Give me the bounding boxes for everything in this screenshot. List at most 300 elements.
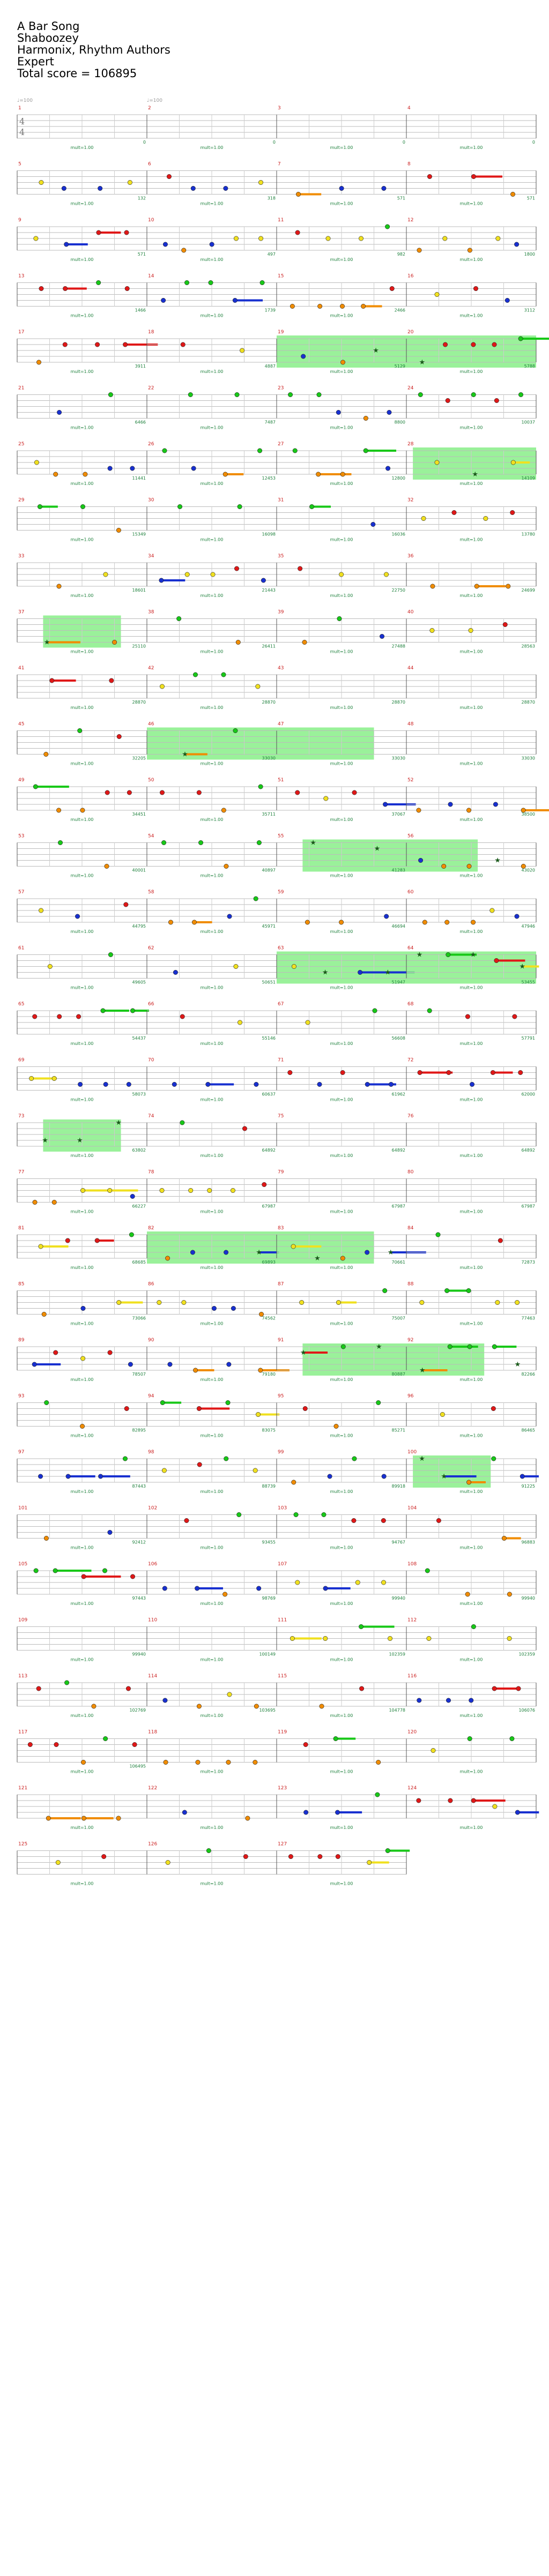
note-gem <box>389 1082 393 1086</box>
measure-number: 95 <box>278 1393 284 1399</box>
multiplier-label: mult=1.00 <box>200 1769 224 1774</box>
measure-7 <box>277 162 406 206</box>
measure-71 <box>277 1058 406 1102</box>
measure-score: 497 <box>267 252 276 257</box>
measure-27 <box>277 442 406 486</box>
note-gem <box>32 1362 36 1367</box>
measure-number: 112 <box>407 1617 417 1623</box>
note-gem <box>382 186 386 190</box>
star-note: ★ <box>376 1343 382 1351</box>
note-gem <box>336 1300 340 1304</box>
note-gem <box>317 392 321 397</box>
measure-38 <box>147 610 277 654</box>
multiplier-label: mult=1.00 <box>200 1657 224 1662</box>
note-gem <box>36 360 41 364</box>
note-gem <box>237 1512 241 1517</box>
measure-36 <box>406 554 536 598</box>
note-gem <box>33 1014 37 1019</box>
measure-number: 90 <box>148 1338 154 1343</box>
note-gem <box>511 460 515 465</box>
measure-score: 70661 <box>391 1260 405 1265</box>
measure-score: 64892 <box>521 1148 535 1153</box>
note-gem <box>234 236 238 241</box>
note-gem <box>420 1300 424 1304</box>
note-gem <box>189 1188 193 1192</box>
measure-11 <box>277 218 406 262</box>
measure-score: 46694 <box>391 924 405 929</box>
measure-number: 126 <box>148 1841 158 1847</box>
measure-number: 19 <box>278 330 284 335</box>
measure-score: 28870 <box>262 700 276 705</box>
measure-score: 22750 <box>391 588 405 593</box>
measure-score: 318 <box>267 196 276 201</box>
measure-33 <box>17 554 147 598</box>
measure-81 <box>17 1226 147 1270</box>
note-gem <box>180 1014 184 1019</box>
measure-100 <box>406 1450 539 1494</box>
measure-score: 132 <box>137 196 146 201</box>
note-gem <box>162 1586 167 1591</box>
star-note: ★ <box>115 1119 122 1127</box>
measure-score: 106495 <box>129 1764 146 1769</box>
note-gem <box>81 1816 86 1820</box>
note-gem <box>468 1345 472 1349</box>
measure-score: 1800 <box>524 252 535 257</box>
measure-112 <box>406 1618 536 1662</box>
note-gem <box>44 1400 49 1405</box>
measure-number: 7 <box>278 161 281 167</box>
multiplier-label: mult=1.00 <box>70 1321 94 1326</box>
note-gem <box>376 1760 380 1764</box>
note-gem <box>64 242 68 247</box>
measure-number: 87 <box>278 1281 284 1287</box>
note-gem <box>123 1457 127 1461</box>
note-gem <box>442 864 446 868</box>
note-gem <box>324 796 328 801</box>
measure-25 <box>17 442 147 486</box>
note-gem <box>180 1121 184 1125</box>
measure-3 <box>277 106 406 150</box>
measure-number: 99 <box>278 1450 284 1455</box>
note-gem <box>127 790 131 795</box>
note-gem <box>352 1457 357 1461</box>
measure-41 <box>17 666 147 710</box>
measure-score: 64892 <box>391 1148 405 1153</box>
measure-score: 571 <box>137 252 146 257</box>
note-gem <box>440 1412 444 1416</box>
measure-number: 48 <box>407 721 414 727</box>
note-gem <box>493 1804 497 1809</box>
multiplier-label: mult=1.00 <box>70 201 94 206</box>
note-gem <box>466 1480 471 1484</box>
measure-number: 91 <box>278 1338 284 1343</box>
multiplier-label: mult=1.00 <box>459 1657 483 1662</box>
measure-number: 63 <box>278 945 284 951</box>
measure-99 <box>277 1450 406 1494</box>
multiplier-label: mult=1.00 <box>70 1097 94 1102</box>
note-gem <box>515 1810 520 1815</box>
song-difficulty: Expert <box>17 55 54 68</box>
note-gem <box>444 1288 449 1293</box>
note-gem <box>256 1586 261 1591</box>
note-gem <box>130 466 135 471</box>
note-gem <box>162 1468 166 1473</box>
note-gem <box>518 392 523 397</box>
note-gem <box>340 1070 345 1074</box>
note-gem <box>81 1574 86 1579</box>
measure-95 <box>277 1394 406 1438</box>
note-gem <box>163 1698 167 1703</box>
measure-72 <box>406 1058 536 1102</box>
sustain-tail <box>450 1346 478 1348</box>
note-gem <box>421 516 426 520</box>
measure-number: 111 <box>278 1617 287 1623</box>
note-gem <box>290 304 294 308</box>
note-gem <box>518 337 523 341</box>
note-gem <box>224 1250 228 1255</box>
note-gem <box>436 1233 440 1237</box>
note-gem <box>496 236 500 241</box>
measure-score: 99940 <box>132 1652 146 1657</box>
note-gem <box>323 1586 328 1591</box>
sustain-tail <box>99 232 121 234</box>
multiplier-label: mult=1.00 <box>200 1601 224 1606</box>
note-gem <box>173 970 177 974</box>
measure-52 <box>406 778 549 822</box>
measure-score: 86465 <box>521 1428 535 1433</box>
measure-score: 104778 <box>389 1708 405 1713</box>
sustain-tail <box>68 1475 95 1477</box>
note-gem <box>417 808 421 812</box>
multiplier-label: mult=1.00 <box>459 1545 483 1550</box>
measure-114 <box>147 1674 277 1718</box>
multiplier-label: mult=1.00 <box>459 1825 483 1830</box>
measure-number: 72 <box>407 1057 414 1063</box>
note-gem <box>336 410 340 414</box>
sustain-tail <box>83 1190 112 1192</box>
note-gem <box>184 280 189 285</box>
measure-score: 74562 <box>262 1316 276 1321</box>
measure-number: 85 <box>18 1281 25 1287</box>
measure-109 <box>17 1618 147 1662</box>
measure-score: 58073 <box>132 1092 146 1097</box>
multiplier-label: mult=1.00 <box>200 145 224 150</box>
note-gem <box>443 342 447 347</box>
note-gem <box>515 1300 519 1304</box>
measure-46 <box>147 722 277 766</box>
measure-score: 64892 <box>262 1148 276 1153</box>
measure-number: 42 <box>148 666 154 671</box>
note-gem <box>161 840 166 845</box>
song-title: A Bar Song <box>17 20 80 33</box>
note-gem <box>256 1412 260 1416</box>
measure-87 <box>277 1282 406 1326</box>
multiplier-label: mult=1.00 <box>70 537 94 542</box>
measure-number: 52 <box>407 778 414 783</box>
note-gem <box>38 1474 42 1479</box>
multiplier-label: mult=1.00 <box>459 1769 483 1774</box>
note-gem <box>236 640 240 644</box>
note-gem <box>469 628 473 632</box>
song-artist: Shaboozey <box>17 32 79 44</box>
measure-number: 127 <box>278 1841 287 1847</box>
star-note: ★ <box>384 968 391 977</box>
note-gem <box>98 1474 102 1479</box>
sustain-tail <box>235 300 263 302</box>
note-gem <box>164 1760 168 1764</box>
note-gem <box>124 230 129 235</box>
star-note: ★ <box>300 1349 307 1357</box>
sustain-tail <box>369 1862 389 1864</box>
multiplier-label: mult=1.00 <box>70 1825 94 1830</box>
multiplier-label: mult=1.00 <box>70 649 94 654</box>
measure-score: 21443 <box>262 588 276 593</box>
measure-score: 67987 <box>391 1204 405 1209</box>
note-gem <box>50 678 54 683</box>
star-note: ★ <box>514 1361 521 1369</box>
note-gem <box>80 1424 84 1428</box>
note-gem <box>46 1816 50 1820</box>
note-gem <box>81 1760 85 1764</box>
note-gem <box>468 1736 472 1741</box>
note-gem <box>81 1306 85 1310</box>
measure-6 <box>147 162 277 206</box>
note-gem <box>166 1860 170 1864</box>
multiplier-label: mult=1.00 <box>200 1713 224 1718</box>
multiplier-label: mult=1.00 <box>459 1601 483 1606</box>
multiplier-label: mult=1.00 <box>459 761 483 766</box>
measure-score: 40001 <box>132 868 146 873</box>
measure-score: 2466 <box>394 308 405 313</box>
note-gem <box>33 1200 37 1204</box>
note-gem <box>340 1256 345 1260</box>
note-gem <box>130 1009 135 1013</box>
multiplier-label: mult=1.00 <box>70 593 94 598</box>
measure-number: 113 <box>18 1674 28 1679</box>
multiplier-label: mult=1.00 <box>70 1433 94 1438</box>
measure-number: 118 <box>148 1729 158 1735</box>
note-gem <box>336 1854 340 1858</box>
multiplier-label: mult=1.00 <box>330 481 353 486</box>
note-gem <box>380 634 384 638</box>
measure-42 <box>147 666 277 710</box>
multiplier-label: mult=1.00 <box>200 873 224 878</box>
multiplier-label: mult=1.00 <box>200 1321 224 1326</box>
note-gem <box>514 242 518 247</box>
note-gem <box>108 1530 112 1534</box>
measure-number: 103 <box>278 1505 287 1511</box>
note-gem <box>63 342 67 347</box>
note-gem <box>292 964 296 968</box>
note-gem <box>498 1238 502 1243</box>
measure-92 <box>406 1338 536 1382</box>
sustain-tail <box>110 1190 138 1192</box>
measure-68 <box>406 1002 536 1046</box>
sustain-tail <box>35 786 69 788</box>
star-note: ★ <box>419 1367 426 1375</box>
note-gem <box>160 790 164 795</box>
measure-47 <box>277 722 406 766</box>
multiplier-label: mult=1.00 <box>330 369 353 374</box>
measure-15 <box>277 274 406 318</box>
note-gem <box>317 304 322 308</box>
note-gem <box>382 1474 386 1479</box>
measure-score: 27488 <box>391 644 405 649</box>
sustain-tail <box>47 641 80 644</box>
measure-score: 32205 <box>132 756 146 761</box>
multiplier-label: mult=1.00 <box>459 145 483 150</box>
measure-125 <box>17 1842 147 1886</box>
tempo-label: ♩=100 <box>147 98 162 103</box>
measure-score: 0 <box>402 140 405 145</box>
measure-80 <box>406 1170 536 1214</box>
measure-number: 39 <box>278 609 284 615</box>
note-gem <box>159 578 164 583</box>
multiplier-label: mult=1.00 <box>330 1545 353 1550</box>
measure-22 <box>147 386 277 430</box>
note-gem <box>381 1580 385 1585</box>
note-gem <box>128 1362 132 1367</box>
measure-number: 75 <box>278 1114 284 1119</box>
note-gem <box>53 1569 57 1573</box>
note-gem <box>303 1406 307 1410</box>
measure-number: 79 <box>278 1169 284 1175</box>
measure-number: 35 <box>278 554 284 559</box>
note-gem <box>52 1076 56 1080</box>
measure-79 <box>277 1170 406 1214</box>
measure-19 <box>277 330 406 374</box>
measure-number: 110 <box>148 1617 158 1623</box>
sustain-tail <box>52 680 76 682</box>
sustain-tail <box>84 1576 121 1578</box>
note-gem <box>484 516 488 520</box>
note-gem <box>390 286 394 290</box>
measure-score: 14109 <box>521 476 535 481</box>
measure-score: 41283 <box>391 868 405 873</box>
multiplier-label: mult=1.00 <box>330 1713 353 1718</box>
note-gem <box>125 286 129 290</box>
measure-score: 16098 <box>262 532 276 537</box>
note-gem <box>493 802 498 807</box>
note-gem <box>221 673 226 677</box>
note-gem <box>39 180 43 184</box>
measure-26 <box>147 442 277 486</box>
multiplier-label: mult=1.00 <box>330 313 353 318</box>
multiplier-label: mult=1.00 <box>70 1601 94 1606</box>
measure-number: 114 <box>148 1674 158 1679</box>
note-gem <box>95 342 99 347</box>
multiplier-label: mult=1.00 <box>330 1881 353 1886</box>
note-gem <box>382 1288 387 1293</box>
measure-score: 26411 <box>262 644 276 649</box>
note-gem <box>436 1518 441 1522</box>
measure-96 <box>406 1394 536 1438</box>
multiplier-label: mult=1.00 <box>459 873 483 878</box>
measure-39 <box>277 610 406 654</box>
note-gem <box>128 180 132 184</box>
multiplier-label: mult=1.00 <box>330 145 353 150</box>
note-gem <box>361 304 365 308</box>
note-gem <box>58 840 62 845</box>
measure-number: 108 <box>407 1562 417 1567</box>
measure-37 <box>17 610 147 654</box>
multiplier-label: mult=1.00 <box>330 817 353 822</box>
measure-101 <box>17 1506 147 1550</box>
measure-94 <box>147 1394 279 1438</box>
song-charter: Harmonix, Rhythm Authors <box>17 43 170 56</box>
measure-113 <box>17 1674 147 1718</box>
measure-score: 79180 <box>262 1372 276 1377</box>
measure-34 <box>147 554 277 598</box>
measure-23 <box>277 386 406 430</box>
note-gem <box>226 1400 230 1405</box>
note-gem <box>192 920 196 924</box>
sustain-tail <box>196 1369 214 1371</box>
measure-score: 85271 <box>391 1428 405 1433</box>
multiplier-label: mult=1.00 <box>200 1881 224 1886</box>
measure-score: 88739 <box>262 1484 276 1489</box>
measure-number: 78 <box>148 1169 154 1175</box>
measure-56 <box>406 834 536 878</box>
star-note: ★ <box>472 471 478 479</box>
note-gem <box>198 840 203 845</box>
measure-119 <box>277 1730 406 1774</box>
sustain-tail <box>325 1587 351 1589</box>
note-gem <box>57 584 61 588</box>
multiplier-label: mult=1.00 <box>70 817 94 822</box>
multiplier-label: mult=1.00 <box>200 929 224 934</box>
measure-number: 70 <box>148 1057 154 1063</box>
measure-8 <box>406 162 536 206</box>
sustain-tail <box>388 1850 410 1852</box>
measure-120 <box>406 1730 536 1774</box>
measure-9 <box>17 218 147 262</box>
note-gem <box>359 1686 363 1691</box>
sustain-tail <box>361 1626 395 1628</box>
note-gem <box>54 1742 58 1746</box>
note-gem <box>385 466 390 471</box>
multiplier-label: mult=1.00 <box>459 929 483 934</box>
measure-57 <box>17 890 147 934</box>
measure-110 <box>147 1618 277 1662</box>
measure-score: 60637 <box>262 1092 276 1097</box>
measure-21 <box>17 386 147 430</box>
measure-score: 24699 <box>521 588 535 593</box>
measure-score: 13780 <box>521 532 535 537</box>
measure-number: 102 <box>148 1505 158 1511</box>
note-gem <box>243 1854 248 1858</box>
sustain-tail <box>48 1817 80 1819</box>
note-gem <box>384 572 388 577</box>
note-gem <box>223 472 227 476</box>
note-gem <box>417 1698 421 1703</box>
measure-score: 57791 <box>521 1036 535 1041</box>
measure-number: 8 <box>407 161 411 167</box>
multiplier-label: mult=1.00 <box>200 817 224 822</box>
note-gem <box>240 348 244 353</box>
measure-number: 93 <box>18 1393 25 1399</box>
measure-64 <box>406 946 539 990</box>
sustain-tail <box>496 960 525 962</box>
measure-108 <box>406 1562 536 1606</box>
measure-number: 109 <box>18 1617 28 1623</box>
multiplier-label: mult=1.00 <box>330 257 353 262</box>
measure-score: 102359 <box>389 1652 405 1657</box>
note-gem <box>422 920 427 924</box>
measure-number: 66 <box>148 1002 154 1007</box>
note-gem <box>160 1188 164 1192</box>
note-gem <box>258 785 263 789</box>
